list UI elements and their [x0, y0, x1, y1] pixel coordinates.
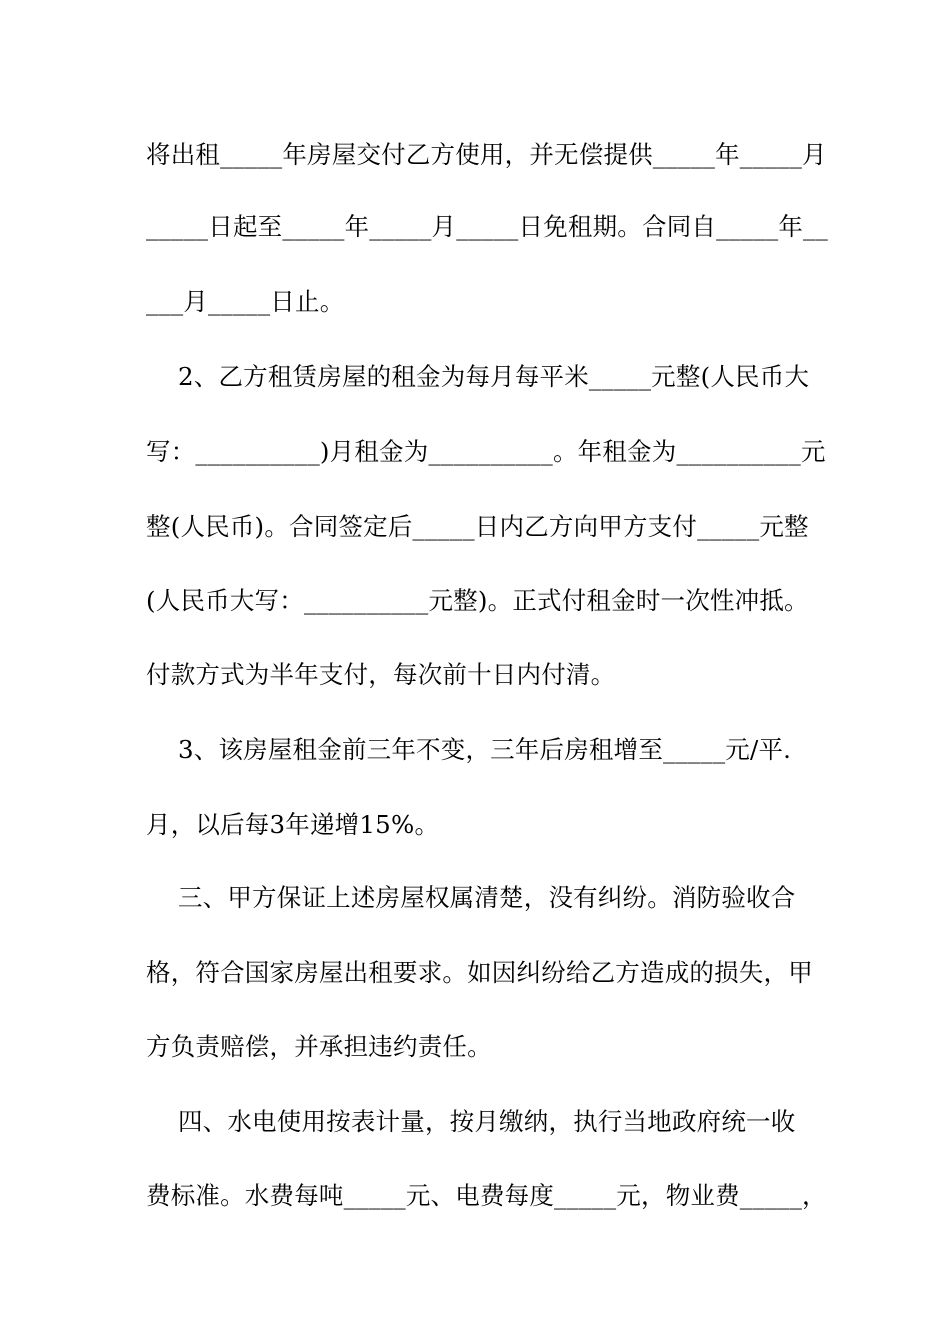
text-line: 写：__________)月租金为__________。年租金为__________元: [146, 437, 826, 466]
text-line: 将出租_____年房屋交付乙方使用，并无偿提供_____年_____月: [146, 140, 827, 169]
text-line: (人民币大写：__________元整)。正式付租金时一次性冲抵。: [146, 586, 809, 615]
text-line: 方负责赔偿，并承担违约责任。: [146, 1032, 492, 1061]
paragraph-2-start: 2、乙方租赁房屋的租金为每月每平米_____元整(人民币大: [146, 362, 810, 391]
paragraph-3-start: 3、该房屋租金前三年不变，三年后房租增至_____元/平.: [146, 735, 792, 764]
text-line: 整(人民币)。合同签定后_____日内乙方向甲方支付_____元整: [146, 512, 809, 541]
text-line: 格，符合国家房屋出租要求。如因纠纷给乙方造成的损失，甲: [146, 958, 813, 987]
text-line: _____日起至_____年_____月_____日免租期。合同自_____年__: [146, 212, 828, 241]
section-3-start: 三、甲方保证上述房屋权属清楚，没有纠纷。消防验收合: [146, 883, 796, 912]
text-line: 月，以后每3年递增15%。: [146, 810, 440, 839]
section-4-start: 四、水电使用按表计量，按月缴纳，执行当地政府统一收: [146, 1107, 796, 1136]
text-line: ___月_____日止。: [146, 287, 345, 316]
text-line: 付款方式为半年支付，每次前十日内付清。: [146, 660, 616, 689]
text-line: 费标准。水费每吨_____元、电费每度_____元，物业费_____，: [146, 1181, 827, 1210]
